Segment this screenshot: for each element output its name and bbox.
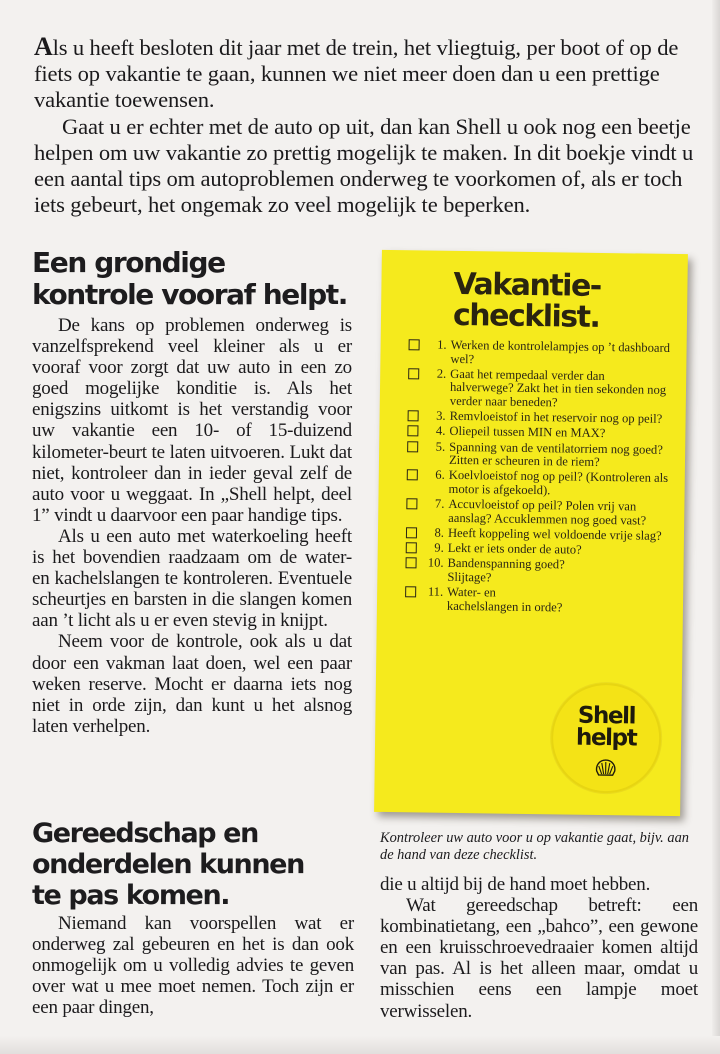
checklist-item: 6. Koelvloeistof nog op peil? (Kontroleren als motor is afgekoeld).	[407, 469, 669, 500]
checkbox-icon[interactable]	[408, 410, 419, 421]
checklist-item: 5. Spanning van de ventilatorriem nog goed? Zitten er scheuren in de riem?	[407, 440, 669, 471]
checklist-item: 1. Werken de kontrolelampjes op ’t dashboard wel?	[408, 338, 670, 369]
section-heading-kontrole: Een grondige kontrole vooraf helpt.	[32, 246, 347, 311]
kontrole-paragraph-3: Neem voor de kontrole, ook als u dat door een vakman laat doen, wel een paar weken reserve. Mocht er daarna iets nog niet in orde zijn, dan kunt u het alsnog laten verhelpen.	[32, 631, 352, 737]
checkbox-icon[interactable]	[405, 586, 416, 597]
checklist-title: Vakantie- checklist.	[452, 266, 601, 335]
gereedschap-paragraph-1-continued: die u altijd bij de hand moet hebben.	[380, 874, 651, 895]
intro-text	[34, 34, 706, 218]
kontrole-paragraph-1: De kans op problemen onderweg is vanzelfsprekend veel kleiner als u er vooraf voor zorgt dat uw auto in een zo goed mogelijke konditie is. Als het enigszins uitkomt is het verstandig voor uw vakantie een 10- of 15-duizend kilometer-beurt te laten uitvoeren. Lukt dat niet, kontroleer dan in ieder geval zelf de auto voor u weggaat. In „Shell helpt, deel 1” vindt u daarvoor een paar handige tips.	[32, 315, 352, 526]
shell-logo-icon	[595, 759, 617, 777]
gereedschap-paragraph-1: Niemand kan voorspellen wat er onderweg zal gebeuren en het is dan ook onmogelijk om u volledig advies te geven over wat u mee moet nemen. Toch zijn er een paar dingen,	[32, 913, 354, 1019]
gereedschap-body-right	[380, 874, 698, 1022]
checkbox-icon[interactable]	[405, 558, 416, 569]
checklist-caption: Kontroleer uw auto voor u op vakantie gaat, bijv. aan de hand van deze checklist.	[380, 830, 689, 863]
kontrole-paragraph-2: Als u een auto met waterkoeling heeft is het bovendien raadzaam om de water- en kachelslangen te kontroleren. Eventuele scheurtjes en barsten in die slangen komen aan ’t licht als u er even stevig in knijpt.	[32, 525, 352, 632]
kontrole-body	[32, 315, 352, 737]
checkbox-icon[interactable]	[406, 498, 417, 509]
page-bottom-shadow	[0, 1036, 720, 1054]
checkbox-icon[interactable]	[407, 441, 418, 452]
checklist-item: 11. Water- en kachelslangen in orde?	[405, 585, 667, 616]
checkbox-icon[interactable]	[408, 368, 419, 379]
section-heading-gereedschap: Gereedschap en onderdelen kunnen te pas komen.	[32, 818, 304, 911]
checklist-item: 9. Lekt er iets onder de auto?	[406, 541, 668, 558]
badge-text: Shell helpt	[575, 702, 637, 752]
checkbox-icon[interactable]	[407, 426, 418, 437]
checkbox-icon[interactable]	[406, 527, 417, 538]
drop-cap: A	[34, 32, 53, 61]
checkbox-icon[interactable]	[407, 470, 418, 481]
intro-paragraph-2: Gaat u er echter met de auto op uit, dan kan Shell u ook nog een beetje helpen om uw vakantie zo prettig mogelijk te maken. In dit boekje vindt u een aantal tips om autoproblemen onderweg te voorkomen of, als er toch iets gebeurt, het ongemak zo veel mogelijk te beperken.	[34, 113, 694, 218]
checkbox-icon[interactable]	[406, 542, 417, 553]
checkbox-icon[interactable]	[409, 339, 420, 350]
gereedschap-body-left	[32, 913, 354, 1018]
vakantie-checklist-card	[374, 250, 688, 816]
checklist-items	[405, 338, 671, 617]
checklist-item: 8. Heeft koppeling wel voldoende vrije slag?	[406, 526, 668, 543]
gereedschap-paragraph-2: Wat gereedschap betreft: een kombinatietang, een „bahco”, een gewone en een kruisschroevedraaier komen altijd van pas. Al is het alleen maar, omdat u misschien eens een lampje moet verwisselen.	[380, 895, 698, 1022]
checklist-item: 10. Bandenspanning goed? Slijtage?	[405, 557, 667, 588]
page-edge-shadow	[712, 0, 720, 1054]
checklist-item: 4. Oliepeil tussen MIN en MAX?	[407, 425, 669, 442]
intro-paragraph-1: Als u heeft besloten dit jaar met de trein, het vliegtuig, per boot of op de fiets op vakantie te gaan, kunnen we niet meer doen dan u een prettige vakantie toewensen.	[34, 32, 679, 113]
checklist-item: 3. Remvloeistof in het reservoir nog op peil?	[408, 409, 670, 426]
checklist-item: 2. Gaat het rempedaal verder dan halverwege? Zakt het in tien sekonden nog verder naar beneden?	[408, 367, 671, 411]
shell-helpt-badge	[550, 682, 662, 794]
checklist-item: 7. Accuvloeistof op peil? Polen vrij van aanslag? Accuklemmen nog goed vast?	[406, 497, 668, 528]
